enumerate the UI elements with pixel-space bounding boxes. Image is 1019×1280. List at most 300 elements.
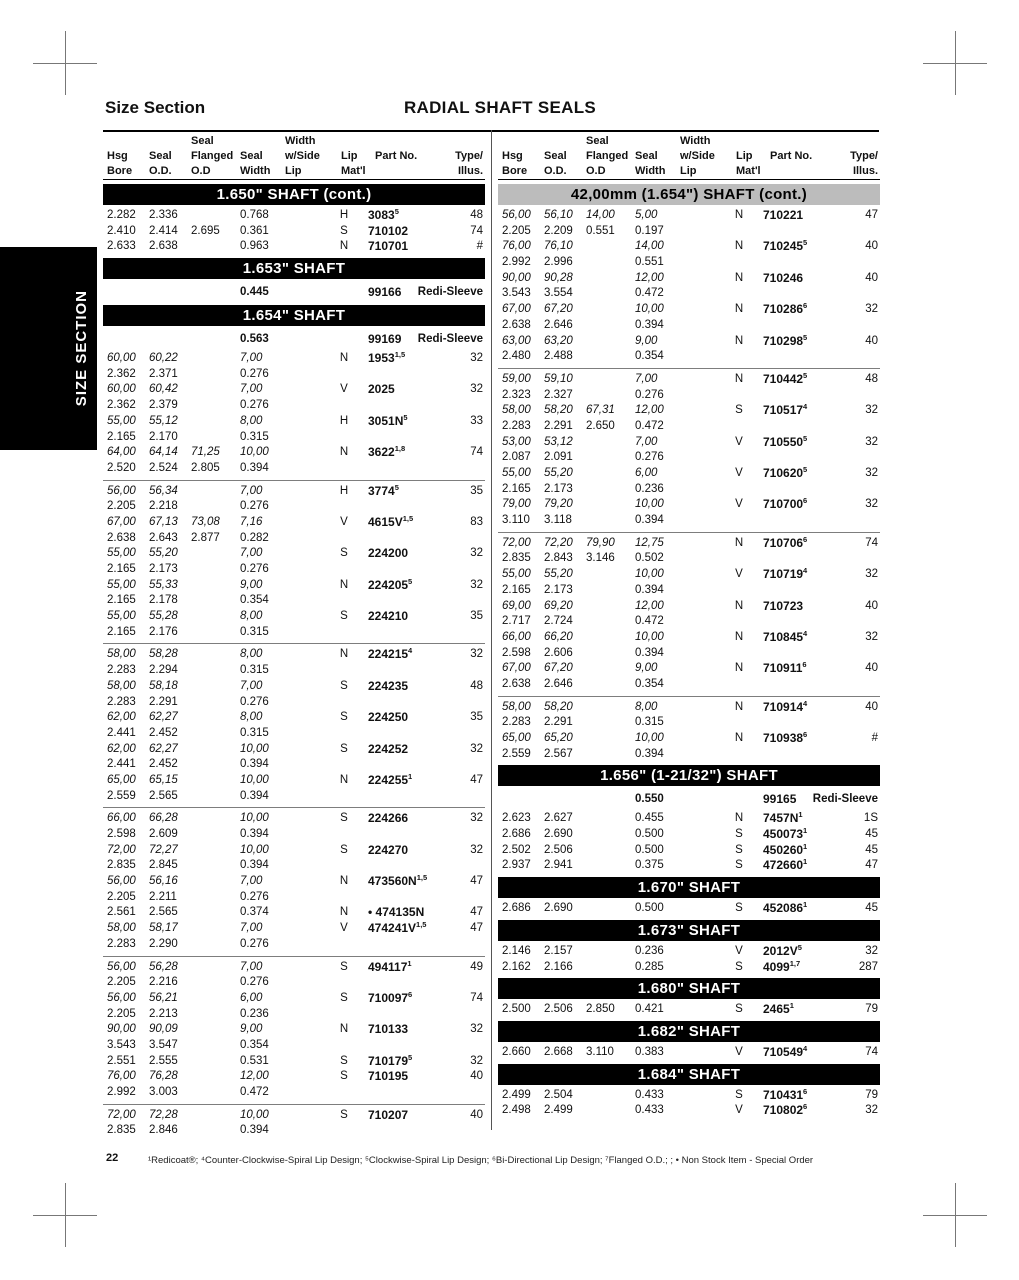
column-header: w/Side (285, 150, 320, 162)
seal-od-cell: 2.291 (149, 695, 178, 708)
seal-width-cell: 10,00 (240, 742, 269, 755)
hsg-bore-cell: 56,00 (107, 960, 136, 973)
seal-width-cell: 12,75 (635, 536, 664, 549)
type-illus-cell: 47 (470, 906, 483, 919)
type-illus-cell: 74 (470, 991, 483, 1004)
group-divider (498, 532, 880, 533)
hsg-bore-cell: 2.559 (107, 789, 136, 802)
hsg-bore-cell: 2.362 (107, 367, 136, 380)
flanged-od-cell: 2.850 (586, 1003, 615, 1016)
hsg-bore-cell: 2.937 (502, 859, 531, 872)
seal-od-cell: 2.843 (544, 552, 573, 565)
hsg-bore-cell: 2.500 (502, 1003, 531, 1016)
table-row (103, 890, 485, 906)
table-header-line (103, 149, 485, 164)
seal-width-cell: 0.354 (635, 350, 664, 363)
group-divider (103, 643, 485, 644)
table-row (103, 430, 485, 446)
lip-material-cell: N (339, 446, 349, 459)
redi-sleeve-row (498, 789, 880, 809)
table-header-line (498, 134, 880, 149)
seal-width-cell: 0.315 (240, 430, 269, 443)
table-row (498, 286, 880, 302)
seal-width-cell: 7,00 (240, 352, 263, 365)
seal-od-cell: 59,10 (544, 372, 573, 385)
hsg-bore-cell: 63,00 (502, 334, 531, 347)
seal-od-cell: 79,20 (544, 498, 573, 511)
hsg-bore-cell: 55,00 (502, 467, 531, 479)
seal-width-cell: 7,00 (240, 547, 263, 560)
seal-od-cell: 67,20 (544, 662, 573, 675)
seal-width-cell: 0.472 (635, 419, 664, 432)
hsg-bore-cell: 55,00 (502, 568, 531, 581)
shaft-section-header: 1.654" SHAFT (103, 305, 485, 326)
seal-width-cell: 0.421 (635, 1003, 664, 1016)
lip-material-cell: S (340, 224, 348, 237)
flanged-od-cell: 79,90 (586, 536, 615, 549)
column-header: Width (680, 135, 711, 147)
shaft-section-header: 1.684" SHAFT (498, 1064, 880, 1085)
table-header-line (498, 149, 880, 164)
seal-width-cell: 0.276 (240, 563, 269, 575)
hsg-bore-cell: 56,00 (107, 484, 136, 497)
seal-od-cell: 2.845 (149, 859, 178, 872)
table-row (103, 414, 485, 430)
seal-od-cell: 2.178 (149, 594, 178, 607)
type-illus-cell: 287 (858, 960, 878, 973)
seal-od-cell: 64,14 (149, 446, 178, 459)
lip-material-cell: V (340, 922, 348, 935)
flanged-od-cell: 67,31 (586, 404, 615, 417)
column-header: Lip (680, 165, 697, 177)
seal-width-cell: 0.375 (635, 859, 664, 872)
group-divider (103, 1104, 485, 1105)
column-header: Seal (149, 150, 172, 162)
seal-width-cell: 0.374 (240, 906, 269, 919)
table-row (103, 905, 485, 921)
lip-material-cell: V (735, 435, 743, 448)
seal-width-cell: 0.315 (240, 625, 269, 638)
part-number: 710701 (368, 239, 409, 254)
flanged-od-cell: 2.805 (191, 461, 220, 474)
seal-width-cell: 8,00 (240, 711, 263, 724)
seal-width-cell: 7,00 (240, 484, 263, 497)
column-header: w/Side (680, 150, 715, 162)
part-number: 99169 (368, 332, 402, 347)
seal-od-cell: 55,20 (544, 568, 573, 581)
seal-width-cell: 0.282 (240, 531, 269, 544)
lip-material-cell: S (735, 828, 743, 841)
table-row (498, 811, 880, 827)
type-illus-cell: 32 (470, 648, 483, 661)
column-header: Lip (736, 150, 753, 162)
lip-material-cell: N (734, 536, 744, 549)
lip-material-cell: N (339, 648, 349, 661)
seal-width-cell: 0.276 (240, 367, 269, 380)
table-row (103, 382, 485, 398)
seal-width-cell: 0.394 (240, 789, 269, 802)
lip-material-cell: N (339, 1023, 349, 1036)
lip-material-cell: S (340, 742, 348, 755)
part-number: 224205$^5$ (368, 576, 413, 592)
lip-material-cell: S (340, 960, 348, 973)
part-number: 224200 (368, 546, 409, 561)
seal-od-cell: 2.555 (149, 1054, 178, 1067)
lip-material-cell: N (734, 209, 744, 221)
seal-width-cell: 10,00 (240, 446, 269, 459)
table-row (498, 466, 880, 482)
part-number: 710938$^6$ (763, 730, 808, 745)
table-row (498, 1103, 880, 1119)
table-row (498, 747, 880, 763)
seal-od-cell: 90,28 (544, 271, 573, 284)
lip-material-cell: S (340, 711, 348, 724)
seal-od-cell: 58,20 (544, 700, 573, 713)
seal-od-cell: 76,10 (544, 240, 573, 253)
seal-width-cell: 0.500 (635, 902, 664, 915)
hsg-bore-cell: 55,00 (107, 547, 136, 560)
hsg-bore-cell: 65,00 (107, 773, 136, 786)
table-row (498, 1002, 880, 1018)
table-row (103, 975, 485, 991)
type-illus-cell: 47 (470, 773, 483, 786)
table-row (498, 599, 880, 615)
lip-material-cell: S (735, 404, 743, 417)
hsg-bore-cell: 66,00 (502, 630, 531, 643)
table-row (498, 302, 880, 318)
type-illus-cell: 32 (470, 352, 483, 365)
table-row (498, 731, 880, 747)
type-illus-cell: 32 (470, 547, 483, 560)
hsg-bore-cell: 2.441 (107, 758, 136, 771)
hsg-bore-cell: 2.165 (107, 625, 136, 638)
seal-od-cell: 72,20 (544, 536, 573, 549)
table-row (498, 1045, 880, 1061)
crop-mark-bottom-left (33, 1183, 97, 1247)
part-number: 224210 (368, 609, 409, 624)
part-number: 710298$^5$ (763, 332, 808, 348)
seal-od-cell: 67,20 (544, 303, 573, 316)
seal-od-cell: 2.643 (149, 531, 178, 544)
seal-od-cell: 2.996 (544, 256, 573, 269)
hsg-bore-cell: 2.441 (107, 726, 136, 739)
lip-material-cell: N (734, 240, 744, 253)
table-row (103, 710, 485, 726)
part-number: $4615V^{1,5}$ (368, 513, 414, 529)
part-number: 3083$^5$ (368, 207, 399, 222)
table-row (498, 583, 880, 599)
column-header: Seal (191, 135, 214, 147)
table-row (103, 921, 485, 937)
seal-width-cell: 0.433 (635, 1104, 664, 1117)
hsg-bore-cell: 2.282 (107, 209, 136, 221)
lip-material-cell: N (734, 630, 744, 643)
hsg-bore-cell: 2.087 (502, 451, 531, 464)
hsg-bore-cell: 60,00 (107, 352, 136, 365)
seal-od-cell: 55,20 (149, 547, 178, 560)
crop-mark-bottom-right (923, 1183, 987, 1247)
seal-width-cell: 10,00 (635, 630, 664, 643)
table-row (103, 1038, 485, 1054)
seal-width-cell: 0.433 (635, 1088, 664, 1101)
type-illus-cell: 74 (470, 224, 483, 237)
flanged-od-cell: 3.110 (586, 1045, 614, 1058)
hsg-bore-cell: 2.623 (502, 812, 531, 825)
lip-material-cell: S (340, 547, 348, 560)
seal-width-cell: 0.963 (240, 240, 269, 253)
table-row (103, 843, 485, 859)
seal-width-cell: 8,00 (635, 700, 658, 713)
hsg-bore-cell: 2.835 (107, 859, 136, 872)
seal-width-cell: 0.394 (635, 646, 664, 659)
table-row (498, 536, 880, 552)
part-number: 224270 (368, 842, 409, 857)
seal-od-cell: 2.327 (544, 388, 573, 401)
lip-material-cell: S (340, 1054, 348, 1067)
hsg-bore-cell: 69,00 (502, 599, 531, 612)
lip-material-cell: S (340, 843, 348, 856)
seal-od-cell: 2.609 (149, 828, 178, 840)
lip-material-cell: V (735, 467, 743, 479)
type-illus-cell: 40 (865, 700, 878, 713)
seal-od-cell: 55,12 (149, 414, 178, 427)
column-header: Seal (586, 135, 609, 147)
seal-width-cell: 10,00 (240, 773, 269, 786)
hsg-bore-cell: 2.205 (107, 890, 136, 903)
hsg-bore-cell: 2.480 (502, 350, 531, 363)
seal-od-cell: 55,33 (149, 578, 178, 591)
footnotes: ¹Redicoat®; ⁴Counter-Clockwise-Spiral Lip Design; ⁵Clockwise-Spiral Lip Design; ⁶Bi-Directional Lip Design; ⁷Flanged O.D.; ; • Non Stock Item - Special Order (148, 1155, 814, 1166)
lip-material-cell: N (734, 662, 744, 675)
column-header: Flanged (191, 150, 234, 162)
lip-material-cell: V (735, 1104, 743, 1117)
table-row (498, 349, 880, 365)
hsg-bore-cell: 2.520 (107, 461, 136, 474)
part-number: 710179$^5$ (368, 1052, 413, 1068)
part-number: 710431$^6$ (763, 1086, 808, 1102)
seal-od-cell: 2.499 (544, 1104, 573, 1117)
hsg-bore-cell: 67,00 (502, 662, 531, 675)
part-number: 224250 (368, 710, 409, 725)
table-row (498, 513, 880, 529)
flanged-od-cell: 73,08 (191, 515, 220, 528)
seal-od-cell: 72,28 (149, 1108, 178, 1121)
lip-material-cell: S (735, 1003, 743, 1016)
table-row (103, 351, 485, 367)
seal-od-cell: 55,20 (544, 467, 573, 479)
column-header: Lip (285, 165, 302, 177)
type-illus-cell: # (476, 240, 483, 253)
seal-width-cell: 0.394 (240, 461, 269, 474)
hsg-bore-cell: 2.165 (107, 594, 136, 607)
seal-od-cell: 2.690 (544, 902, 573, 915)
seal-od-cell: 2.668 (544, 1045, 573, 1058)
type-illus-cell: 32 (470, 1054, 483, 1067)
seal-width-cell: 0.354 (240, 594, 269, 607)
seal-od-cell: 58,28 (149, 648, 178, 661)
part-number: 4099$^{1,7}$ (763, 958, 801, 974)
hsg-bore-cell: 59,00 (502, 372, 531, 385)
hsg-bore-cell: 58,00 (107, 679, 136, 692)
type-illus-cell: 40 (865, 599, 878, 612)
seal-od-cell: 2.173 (544, 583, 573, 596)
table-row (103, 647, 485, 663)
seal-od-cell: 60,22 (149, 352, 178, 365)
seal-width-cell: 12,00 (635, 271, 664, 284)
seal-width-cell: 0.236 (635, 482, 664, 495)
column-header: Illus. (852, 165, 878, 177)
table-row (103, 960, 485, 976)
table-header-line (103, 164, 485, 179)
seal-od-cell: 2.170 (149, 430, 178, 443)
redi-sleeve-row (103, 329, 485, 349)
seal-od-cell: 2.690 (544, 828, 573, 841)
shaft-section-header: 1.682" SHAFT (498, 1021, 880, 1042)
seal-od-cell: 63,20 (544, 334, 573, 347)
column-header: Seal (240, 150, 263, 162)
hsg-bore-cell: 2.498 (502, 1104, 531, 1117)
seal-width-cell: 7,00 (240, 875, 263, 888)
lip-material-cell: V (735, 568, 743, 581)
table-row (498, 419, 880, 435)
seal-width-cell: 0.285 (635, 960, 664, 973)
table-row (498, 715, 880, 731)
seal-od-cell: 53,12 (544, 435, 573, 448)
hsg-bore-cell: 58,00 (502, 404, 531, 417)
seal-width-cell: 0.276 (240, 399, 269, 412)
lip-material-cell: N (734, 303, 744, 316)
seal-width-cell: 0.563 (240, 333, 269, 346)
table-row (103, 609, 485, 625)
group-divider (103, 956, 485, 957)
hsg-bore-cell: 2.283 (502, 419, 531, 432)
table-row (103, 663, 485, 679)
table-row (103, 991, 485, 1007)
flanged-od-cell: 0.551 (586, 224, 615, 237)
hsg-bore-cell: 2.717 (502, 615, 531, 628)
table-row (498, 435, 880, 451)
hsg-bore-cell: 58,00 (502, 700, 531, 713)
lip-material-cell: N (734, 732, 744, 744)
seal-width-cell: 7,00 (240, 922, 263, 935)
type-illus-cell: 40 (470, 1070, 483, 1083)
table-row (498, 677, 880, 693)
part-number: 710221 (763, 208, 804, 222)
part-number: 710517$^4$ (763, 402, 808, 418)
seal-od-cell: 66,20 (544, 630, 573, 643)
seal-width-cell: 7,00 (240, 383, 263, 396)
type-illus-cell: 32 (865, 404, 878, 417)
part-number: 2465$^1$ (763, 1001, 794, 1017)
type-illus-cell: 32 (470, 742, 483, 755)
seal-od-cell: 3.118 (544, 514, 572, 527)
seal-od-cell: 2.452 (149, 726, 178, 739)
part-number: 224215$^4$ (368, 646, 413, 662)
hsg-bore-cell: 2.835 (502, 552, 531, 565)
type-illus-cell: Redi-Sleeve (417, 333, 483, 346)
column-header: Seal (544, 150, 567, 162)
part-number: 710550$^5$ (763, 433, 808, 449)
table-row (103, 208, 485, 224)
hsg-bore-cell: 58,00 (107, 648, 136, 661)
hsg-bore-cell: 64,00 (107, 446, 136, 459)
seal-od-cell: 2.176 (149, 625, 178, 638)
type-illus-cell: 40 (865, 240, 878, 253)
seal-od-cell: 2.565 (149, 789, 178, 802)
seal-width-cell: 9,00 (635, 334, 658, 347)
seal-od-cell: 65,15 (149, 773, 178, 786)
table-row (498, 482, 880, 498)
table-row (103, 1123, 485, 1139)
type-illus-cell: 40 (865, 334, 878, 347)
hsg-bore-cell: 2.992 (502, 256, 531, 269)
column-header: Seal (635, 150, 658, 162)
seal-width-cell: 0.472 (240, 1086, 269, 1098)
column-header: Type/ (455, 150, 483, 162)
hsg-bore-cell: 2.205 (107, 500, 136, 513)
seal-od-cell: 3.547 (149, 1038, 178, 1051)
table-row (103, 858, 485, 874)
part-number: 3622$^{1,8}$ (368, 444, 406, 460)
hsg-bore-cell: 2.165 (107, 430, 136, 443)
seal-od-cell: 56,16 (149, 875, 178, 888)
seal-width-cell: 0.354 (635, 677, 664, 690)
table-row (103, 562, 485, 578)
lip-material-cell: V (340, 515, 348, 528)
seal-od-cell: 2.846 (149, 1124, 178, 1137)
group-divider (103, 807, 485, 808)
table-column-right (498, 181, 880, 1119)
lip-material-cell: N (734, 271, 744, 284)
seal-width-cell: 0.394 (240, 758, 269, 771)
seal-od-cell: 2.290 (149, 937, 178, 950)
seal-od-cell: 66,28 (149, 812, 178, 825)
table-row (498, 960, 880, 976)
seal-width-cell: 7,16 (240, 515, 263, 528)
table-row (103, 1108, 485, 1124)
type-illus-cell: 32 (865, 467, 878, 479)
column-header: O.D (191, 165, 211, 177)
table-row (498, 1088, 880, 1104)
part-number: 710700$^6$ (763, 496, 808, 512)
type-illus-cell: Redi-Sleeve (812, 793, 878, 806)
table-row (498, 567, 880, 583)
seal-width-cell: 0.354 (240, 1038, 269, 1051)
hsg-bore-cell: 90,00 (502, 271, 531, 284)
seal-width-cell: 0.500 (635, 843, 664, 856)
hsg-bore-cell: 72,00 (107, 843, 136, 856)
part-number: 710246 (763, 270, 804, 285)
part-number: $473560N^{1,5}$ (368, 873, 428, 889)
lip-material-cell: S (735, 843, 743, 856)
hsg-bore-cell: 58,00 (107, 922, 136, 935)
seal-od-cell: 65,20 (544, 732, 573, 744)
hsg-bore-cell: 2.165 (502, 583, 531, 596)
column-header: Bore (502, 165, 528, 177)
hsg-bore-cell: 2.638 (107, 531, 136, 544)
table-header-left (103, 134, 485, 180)
lip-material-cell: H (339, 414, 349, 427)
hsg-bore-cell: 62,00 (107, 742, 136, 755)
type-illus-cell: 1S (863, 812, 878, 825)
table-row (103, 578, 485, 594)
seal-od-cell: 2.291 (544, 716, 573, 729)
type-illus-cell: 45 (865, 902, 878, 915)
type-illus-cell: 47 (470, 875, 483, 888)
seal-width-cell: 12,00 (635, 404, 664, 417)
column-header: Mat'l (736, 165, 761, 177)
seal-width-cell: 0.197 (635, 224, 664, 237)
